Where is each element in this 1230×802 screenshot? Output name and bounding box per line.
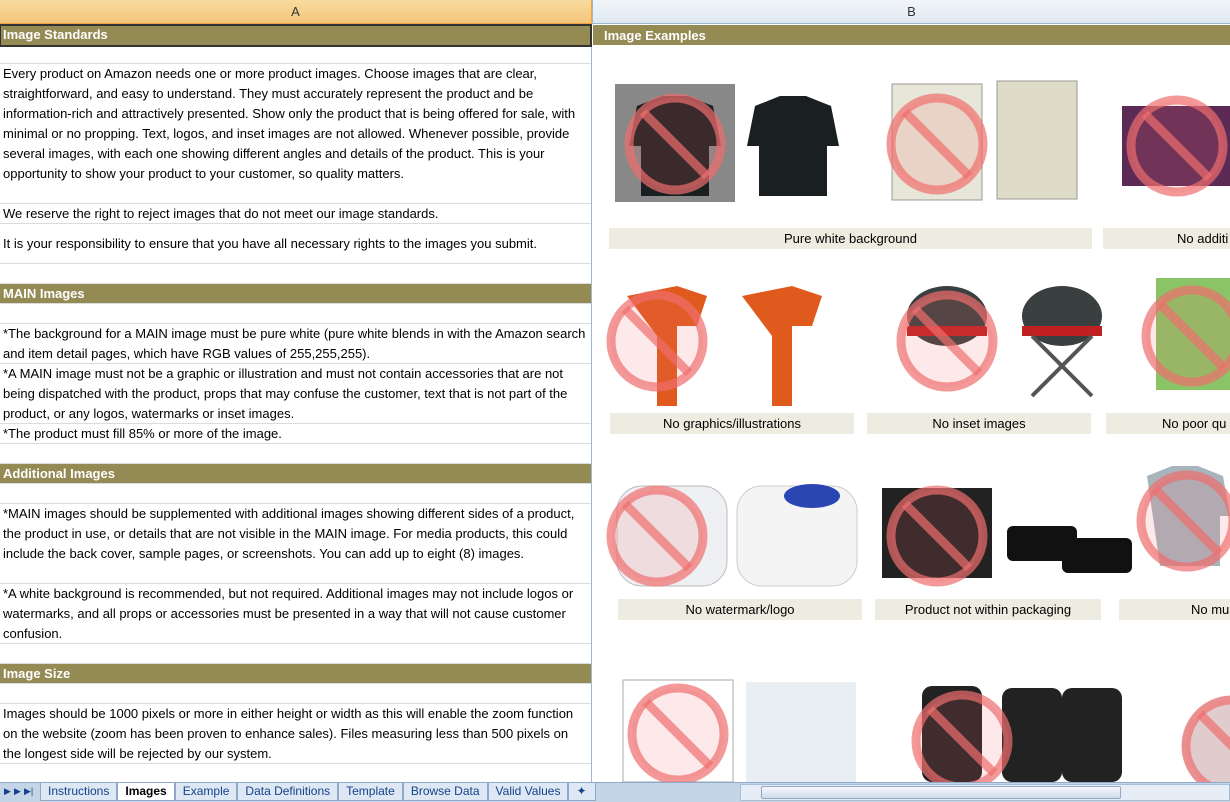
prohibit-icon [891, 490, 983, 582]
cell-image-standards[interactable]: Image Standards [0, 25, 591, 46]
scrollbar-thumb[interactable] [761, 786, 1121, 799]
tab-instructions[interactable]: Instructions [40, 783, 117, 801]
label-product-not-in-packaging: Product not within packaging [875, 599, 1101, 620]
prohibit-icon [891, 98, 983, 190]
empty-cell[interactable] [0, 484, 591, 504]
cell-image-size[interactable]: Image Size [0, 664, 591, 684]
cell-intro[interactable]: Every product on Amazon needs one or more product images. Choose images that are clear, straightforward, and easy to understand. They must accurately represent the product and be information-rich and attractively presented. Show only the product that is being offered for sale, with minimal or no propping. Text, logos, and inset images are not allowed. Whenever possible, provide several images, with each one showing different angles and details of the product. This is your opportunity to show your product to your customer, so quality matters. [0, 64, 591, 204]
cell-add-2[interactable]: *A white background is recommended, but not required. Additional images may not include logos or watermarks, and all props or accessories must be presented in a way that will not cause customer confusion. [0, 584, 591, 644]
cell-main-1[interactable]: *The background for a MAIN image must be pure white (pure white blends in with the Amazon search and item detail pages, which have RGB values of 255,255,255). [0, 324, 591, 364]
label-pure-white-background: Pure white background [609, 228, 1092, 249]
cell-main-2[interactable]: *A MAIN image must not be a graphic or illustration and must not contain accessories that are not being dispatched with the product, props that may confuse the customer, text that is not part of the product, or any logos, watermarks or inset images. [0, 364, 591, 424]
prohibit-icon [1186, 700, 1230, 782]
poster-image [746, 682, 856, 782]
column-header-a[interactable]: A [0, 0, 592, 24]
empty-cell[interactable] [0, 46, 591, 64]
tab-nav-prev-icon[interactable]: ▶ [4, 786, 11, 796]
label-no-inset-images: No inset images [867, 413, 1091, 434]
prohibit-icon [611, 295, 703, 387]
empty-cell[interactable] [0, 444, 591, 464]
cell-main-images[interactable]: MAIN Images [0, 284, 591, 304]
shirt-white-bg-image [747, 96, 839, 196]
empty-cell[interactable] [0, 644, 591, 664]
sheet-tab-bar [0, 782, 1230, 802]
tab-data-definitions[interactable]: Data Definitions [237, 783, 338, 801]
prohibit-icon [901, 295, 993, 387]
tab-valid-values[interactable]: Valid Values [488, 783, 569, 801]
label-no-additional: No additi [1103, 228, 1230, 249]
prohibit-icon [1146, 290, 1230, 382]
label-no-watermark: No watermark/logo [618, 599, 862, 620]
prohibit-icon [629, 98, 721, 190]
label-no-graphics: No graphics/illustrations [610, 413, 854, 434]
cell-main-3[interactable]: *The product must fill 85% or more of the image. [0, 424, 591, 444]
horizontal-scrollbar[interactable] [740, 784, 1230, 801]
sheet-tabs [40, 783, 736, 801]
cell-image-examples[interactable]: Image Examples [593, 25, 1230, 45]
prohibit-icon [632, 688, 724, 780]
tab-browse-data[interactable]: Browse Data [403, 783, 488, 801]
empty-cell[interactable] [0, 304, 591, 324]
column-a-cells [0, 24, 592, 782]
label-no-poor-quality: No poor qu [1106, 413, 1230, 434]
cell-rights[interactable]: It is your responsibility to ensure that you have all necessary rights to the images you submit. [0, 224, 591, 264]
empty-cell[interactable] [0, 264, 591, 284]
tab-nav-last-icon[interactable]: ▶| [24, 786, 34, 796]
insert-sheet-icon[interactable]: ✦ [568, 783, 596, 801]
cell-additional-images[interactable]: Additional Images [0, 464, 591, 484]
tab-example[interactable]: Example [175, 783, 238, 801]
prohibit-icon [1131, 100, 1223, 192]
column-header-b[interactable]: B [592, 0, 1230, 24]
cell-reserve[interactable]: We reserve the right to reject images that do not meet our image standards. [0, 204, 591, 224]
prohibit-icon [611, 490, 703, 582]
empty-cell[interactable] [0, 684, 591, 704]
label-no-multiple: No mu [1119, 599, 1230, 620]
prohibit-icon [1141, 475, 1230, 567]
tab-nav-next-icon[interactable]: ▶ [14, 786, 21, 796]
cell-add-1[interactable]: *MAIN images should be supplemented with additional images showing different sides of a product, the product in use, or details that are not visible in the MAIN image. For media products, this could include the back cover, sample pages, or screenshots. You can add up to eight (8) images. [0, 504, 591, 584]
tab-template[interactable]: Template [338, 783, 403, 801]
prohibit-icon [916, 695, 1008, 782]
cell-size-1[interactable]: Images should be 1000 pixels or more in either height or width as this will enable the zoom function on the website (zoom has been proven to enhance sales). Files measuring less than 500 pixels on the longest side will be rejected by our system. [0, 704, 591, 764]
tab-images[interactable]: Images [117, 783, 174, 801]
